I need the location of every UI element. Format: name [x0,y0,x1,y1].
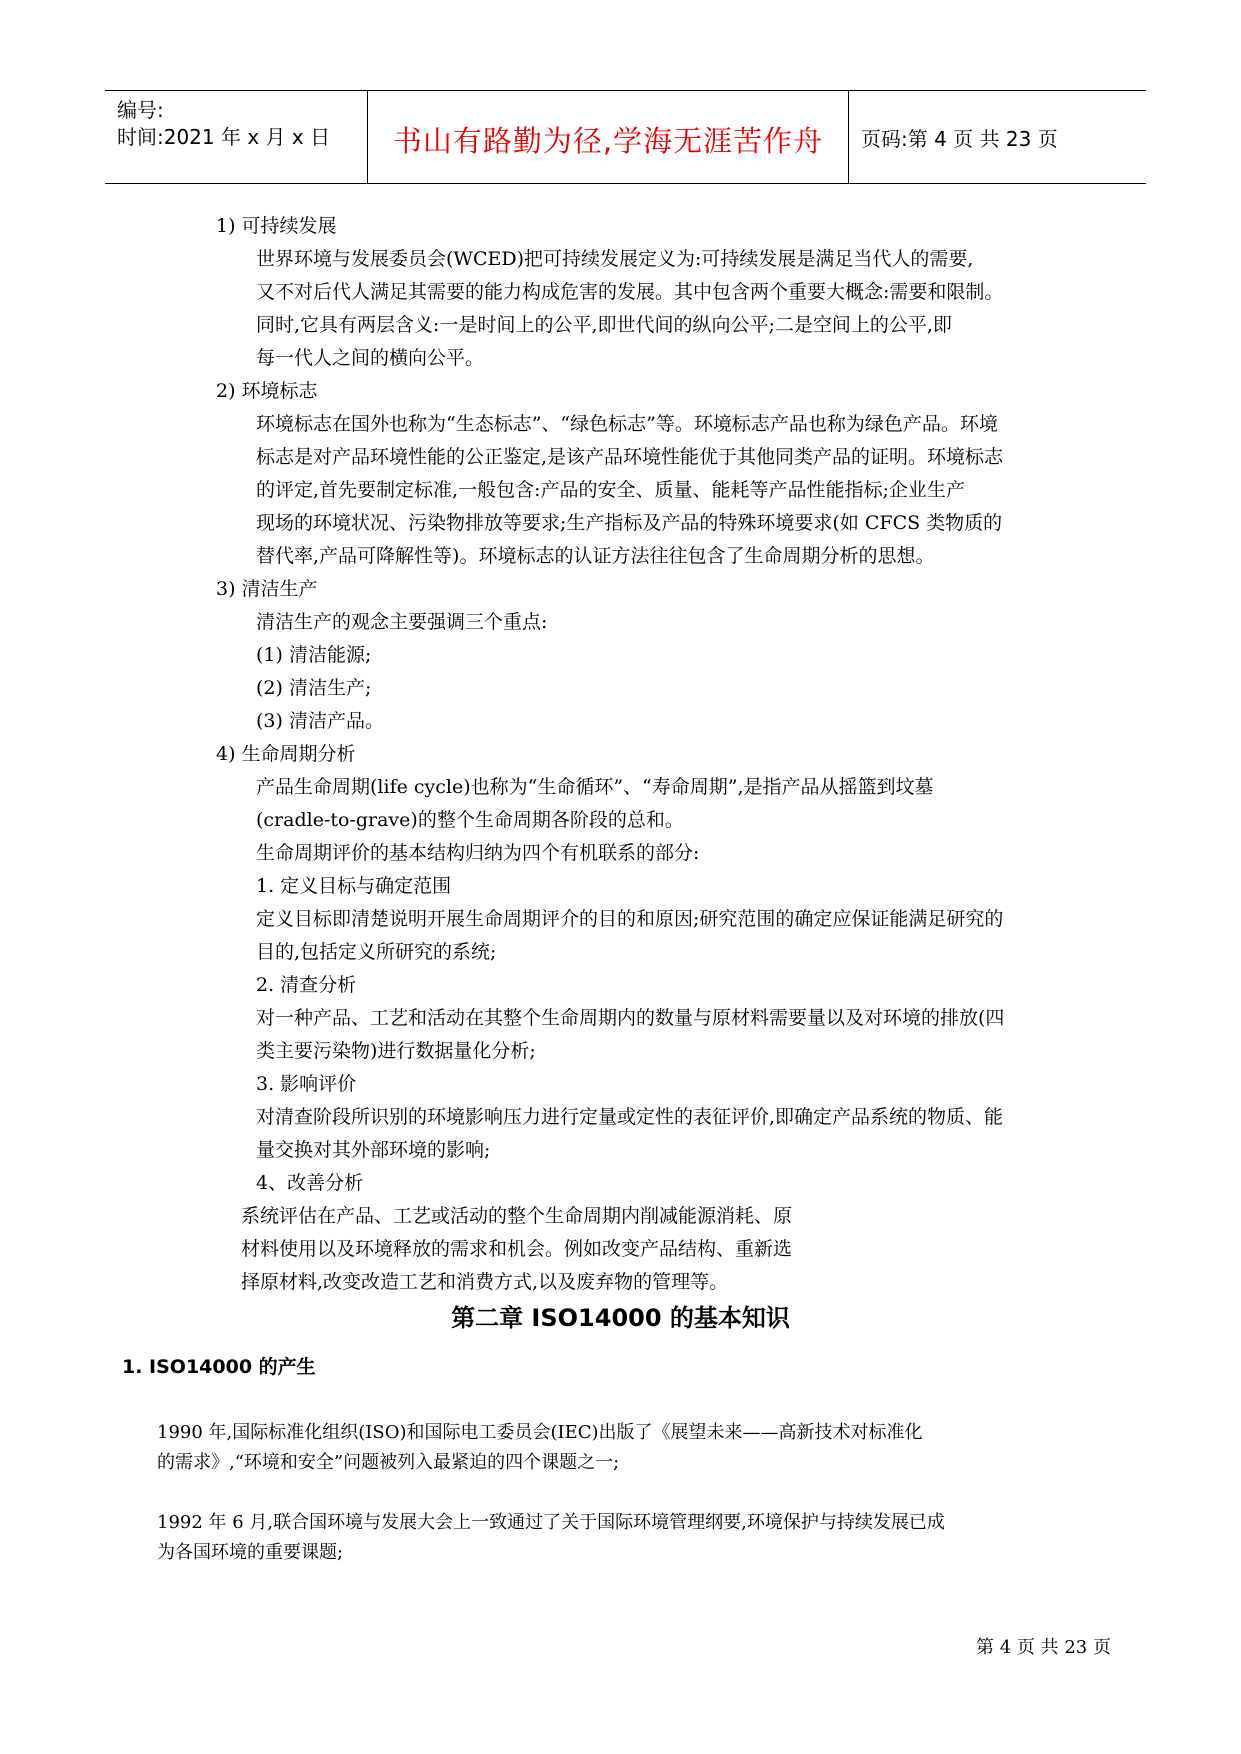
text-line: 产品生命周期(life cycle)也称为“生命循环”、“寿命周期”,是指产品从摇篮到坟墓 [256,776,934,798]
text-line: 择原材料,改变改造工艺和消费方式,以及废弃物的管理等。 [241,1271,729,1293]
sub-heading: 3. 影响评价 [256,1073,357,1095]
paragraph-line: 为各国环境的重要课题; [157,1542,344,1563]
text-line: 系统评估在产品、工艺或活动的整个生命周期内削减能源消耗、原 [241,1205,793,1227]
sub-heading: 2. 清查分析 [256,974,357,996]
list-heading: 1) 可持续发展 [216,215,337,237]
sub-list-item: (1) 清洁能源; [256,644,372,666]
text-line: 对一种产品、工艺和活动在其整个生命周期内的数量与原材料需要量以及对环境的排放(四 [256,1007,1005,1029]
list-heading: 4) 生命周期分析 [216,743,356,765]
header-info-cell [105,91,368,183]
text-line: 标志是对产品环境性能的公正鉴定,是该产品环境性能优于其他同类产品的证明。环境标志 [256,446,1004,468]
header-motto-cell [368,91,849,183]
section-title: 1. ISO14000 的产生 [122,1356,316,1378]
text-line: 对清查阶段所识别的环境影响压力进行定量或定性的表征评价,即确定产品系统的物质、能 [256,1106,1004,1128]
chapter-title: 第二章 ISO14000 的基本知识 [451,1304,790,1332]
sub-heading: 1. 定义目标与确定范围 [256,875,452,897]
text-line: 环境标志在国外也称为“生态标志”、“绿色标志”等。环境标志产品也称为绿色产品。环境 [256,413,998,435]
text-line: 现场的环境状况、污染物排放等要求;生产指标及产品的特殊环境要求(如 CFCS 类物质的 [256,512,1003,534]
list-heading: 2) 环境标志 [216,380,318,402]
text-line: 世界环境与发展委员会(WCED)把可持续发展定义为:可持续发展是满足当代人的需要, [256,248,974,270]
header-time: 时间:2021 年 x 月 x 日 [117,125,331,149]
text-line: 替代率,产品可降解性等)。环境标志的认证方法往往包含了生命周期分析的思想。 [256,545,935,567]
header-motto: 书山有路勤为径,学海无涯苦作舟 [392,124,824,158]
header-number: 编号: [117,98,164,122]
text-line: 类主要污染物)进行数据量化分析; [256,1040,536,1062]
sub-list-item: (3) 清洁产品。 [256,710,384,732]
text-line: 量交换对其外部环境的影响; [256,1139,491,1161]
text-line: 每一代人之间的横向公平。 [256,347,485,369]
paragraph-line: 的需求》,“环境和安全”问题被列入最紧迫的四个课题之一; [157,1452,620,1473]
text-line: 的评定,首先要制定标准,一般包含:产品的安全、质量、能耗等产品性能指标;企业生产 [256,479,965,501]
header-page-number: 页码:第 4 页 共 23 页 [861,127,1058,151]
text-line: 生命周期评价的基本结构归纳为四个有机联系的部分: [256,842,700,864]
page-footer: 第 4 页 共 23 页 [976,1637,1111,1658]
text-line: 目的,包括定义所研究的系统; [256,941,497,963]
list-heading: 3) 清洁生产 [216,578,318,600]
paragraph-line: 1990 年,国际标准化组织(ISO)和国际电工委员会(IEC)出版了《展望未来——高新技术对标准化 [157,1422,923,1443]
text-line: 定义目标即清楚说明开展生命周期评介的目的和原因;研究范围的确定应保证能满足研究的 [256,908,1004,930]
text-line: 材料使用以及环境释放的需求和机会。例如改变产品结构、重新选 [241,1238,793,1260]
header-page-cell [849,91,1146,183]
text-line: 又不对后代人满足其需要的能力构成危害的发展。其中包含两个重要大概念:需要和限制。 [256,281,1004,303]
text-line: 清洁生产的观念主要强调三个重点: [256,611,548,633]
text-line: 同时,它具有两层含义:一是时间上的公平,即世代间的纵向公平;二是空间上的公平,即 [256,314,952,336]
text-line: (cradle-to-grave)的整个生命周期各阶段的总和。 [256,809,684,831]
sub-heading: 4、改善分析 [256,1172,364,1194]
sub-list-item: (2) 清洁生产; [256,677,372,699]
page-header [105,90,1146,184]
paragraph-line: 1992 年 6 月,联合国环境与发展大会上一致通过了关于国际环境管理纲要,环境保护与持续发展已成 [157,1512,945,1533]
